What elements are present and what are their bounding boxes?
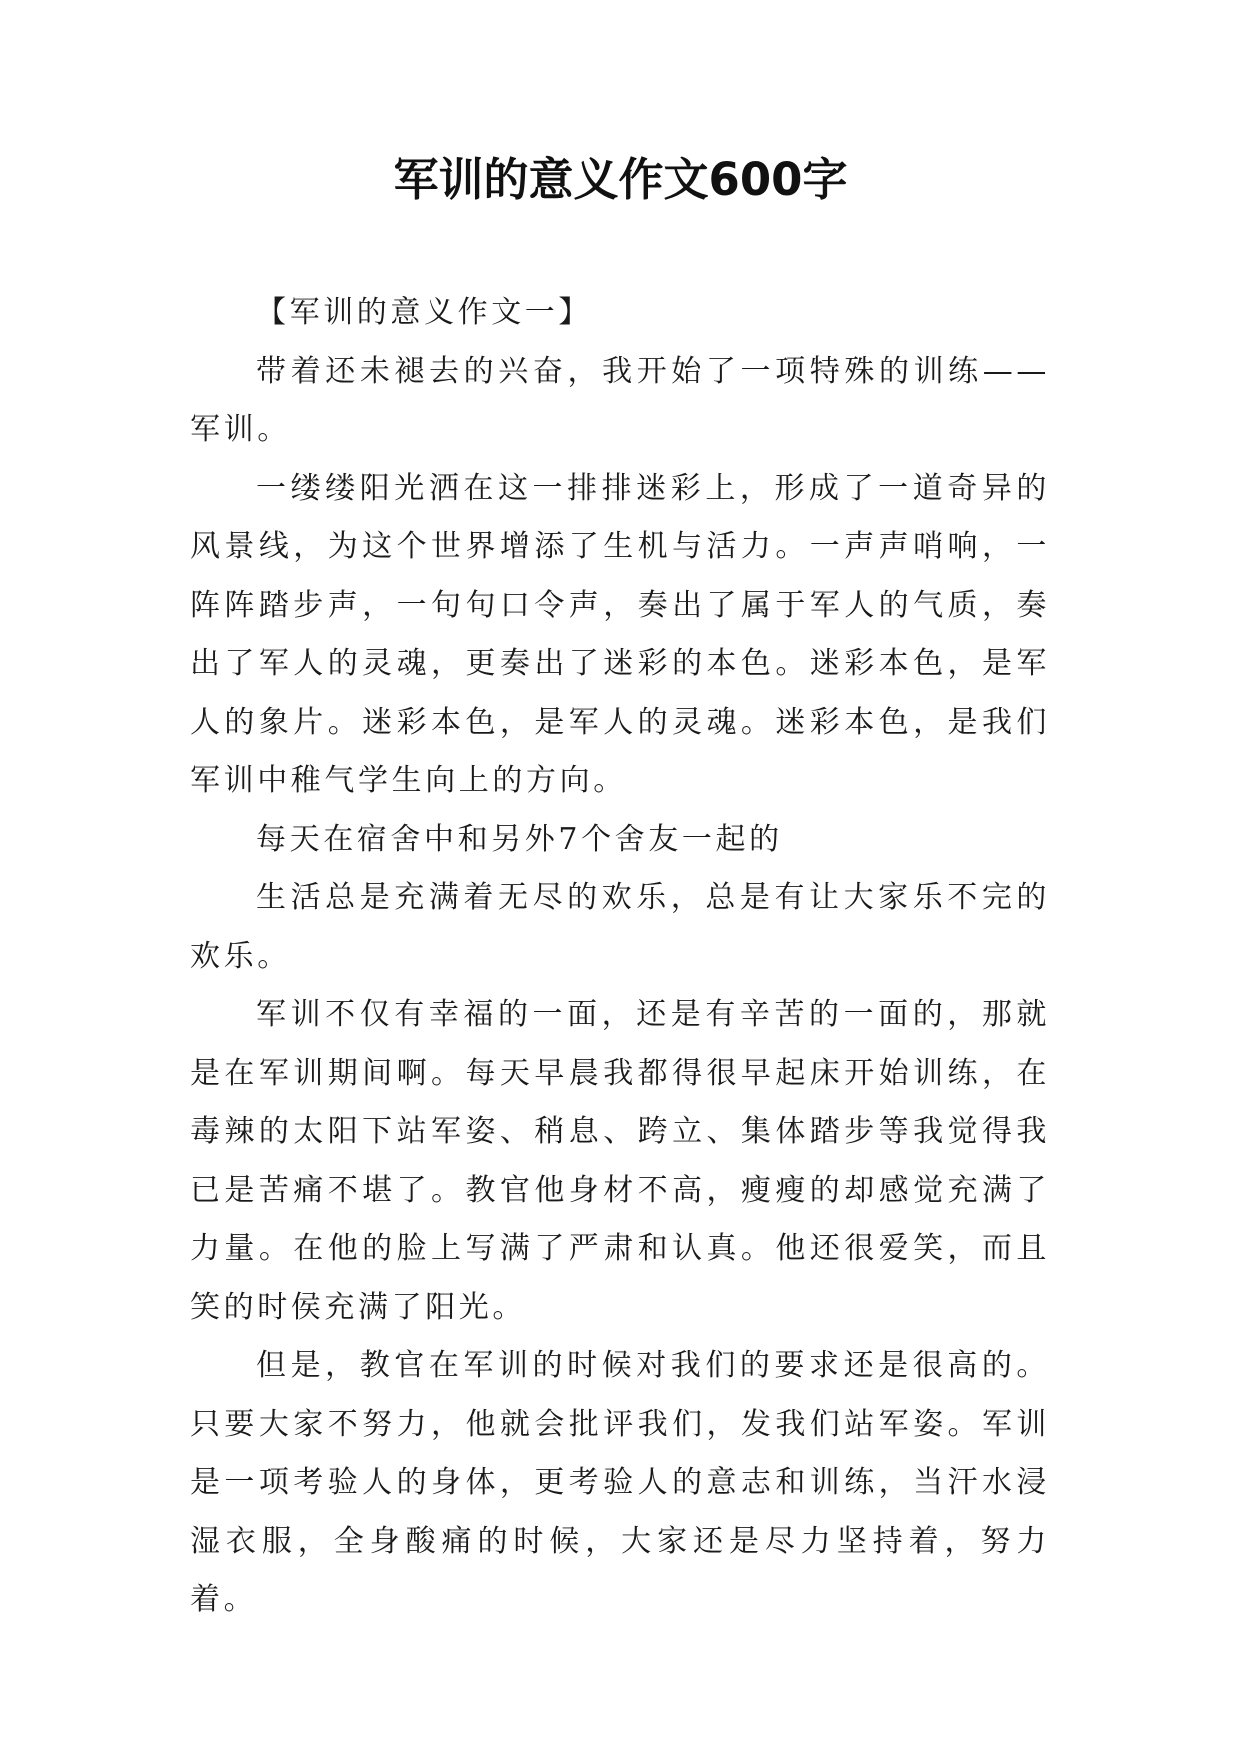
document-title: 军训的意义作文600字 (393, 153, 848, 206)
paragraph: 军训不仅有幸福的一面，还是有辛苦的一面的，那就是在军训期间啊。每天早晨我都得很早起床开始训练，在毒辣的太阳下站军姿、稍息、跨立、集体踏步等我觉得我已是苦痛不堪了。教官他身材不高，瘦瘦的却感觉充满了力量。在他的脸上写满了严肃和认真。他还很爱笑，而且笑的时侯充满了阳光。 (190, 997, 1050, 1325)
paragraph: 带着还未褪去的兴奋，我开始了一项特殊的训练——军训。 (190, 353, 1050, 447)
section-heading: 【军训的意义作文一】 (256, 295, 592, 330)
paragraph: 但是，教官在军训的时候对我们的要求还是很高的。只要大家不努力，他就会批评我们，发我们站军姿。军训是一项考验人的身体，更考验人的意志和训练，当汗水浸湿衣服，全身酸痛的时候，大家还是尽力坚持着，努力着。 (190, 1348, 1050, 1617)
paragraph: 一缕缕阳光洒在这一排排迷彩上，形成了一道奇异的风景线，为这个世界增添了生机与活力。一声声哨响，一阵阵踏步声，一句句口令声，奏出了属于军人的气质，奏出了军人的灵魂，更奏出了迷彩的本色。迷彩本色，是军人的象片。迷彩本色，是军人的灵魂。迷彩本色，是我们军训中稚气学生向上的方向。 (190, 470, 1050, 798)
paragraph: 生活总是充满着无尽的欢乐，总是有让大家乐不完的欢乐。 (190, 880, 1050, 974)
paragraph: 每天在宿舍中和另外7个舍友一起的 (256, 821, 783, 857)
document-body (190, 284, 1050, 1630)
